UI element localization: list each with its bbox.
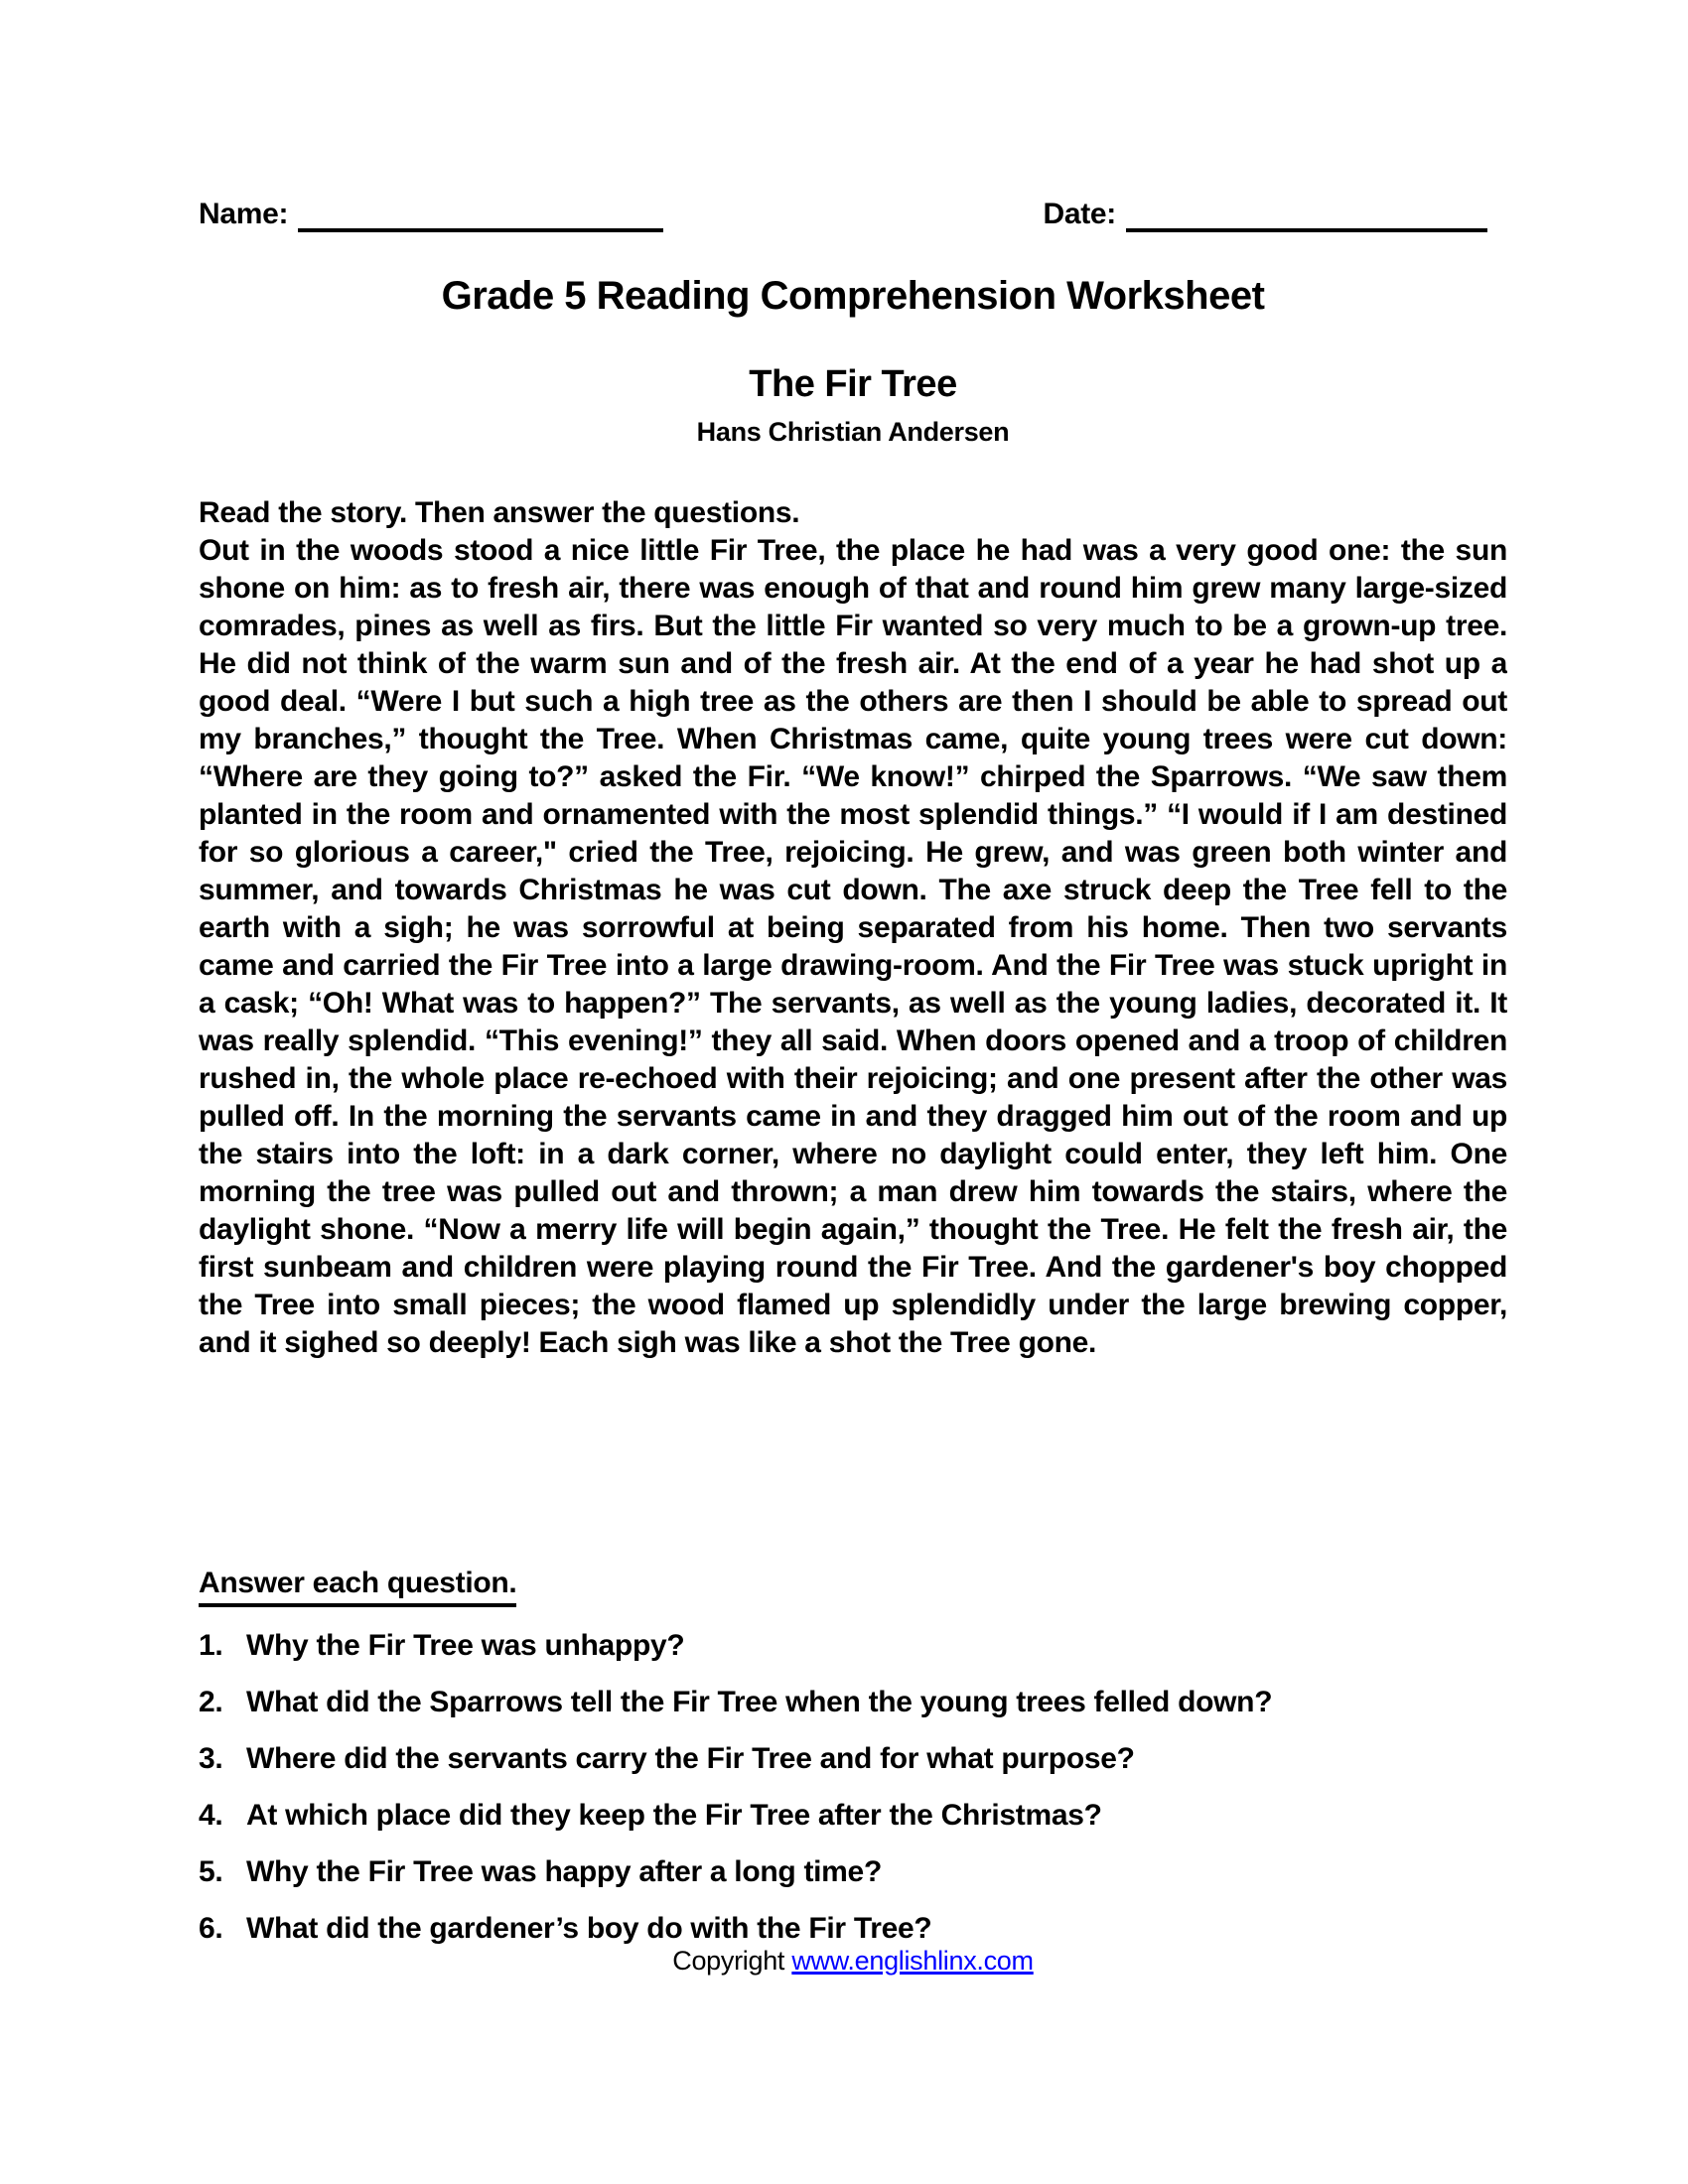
story-title: The Fir Tree [749, 363, 957, 405]
question-number: 3. [199, 1742, 223, 1775]
answer-heading: Answer each question. [199, 1567, 516, 1607]
question-text: Why the Fir Tree was unhappy? [246, 1629, 685, 1662]
date-label: Date: [1043, 198, 1116, 230]
question-text: At which place did they keep the Fir Tree after the Christmas? [246, 1799, 1102, 1832]
story-author: Hans Christian Andersen [696, 417, 1010, 447]
instruction-line: Read the story. Then answer the questions. [199, 496, 800, 529]
question-number: 4. [199, 1799, 223, 1832]
name-field-group [199, 197, 663, 232]
footer [199, 1946, 1507, 1977]
question-row [199, 1627, 1507, 1665]
date-blank-line [1126, 197, 1487, 232]
date-field-group [1043, 197, 1487, 232]
question-text: Why the Fir Tree was happy after a long time? [246, 1855, 882, 1888]
copyright-link[interactable]: www.englishlinx.com [791, 1946, 1034, 1976]
worksheet-title: Grade 5 Reading Comprehension Worksheet [441, 274, 1265, 318]
question-row [199, 1740, 1507, 1778]
copyright-label: Copyright [672, 1946, 785, 1976]
question-number: 2. [199, 1686, 223, 1718]
name-blank-line [298, 197, 663, 232]
question-row [199, 1910, 1507, 1948]
question-row [199, 1853, 1507, 1891]
header-row [199, 197, 1507, 232]
question-text: What did the Sparrows tell the Fir Tree when the young trees felled down? [246, 1686, 1273, 1718]
question-number: 1. [199, 1629, 223, 1662]
question-row [199, 1797, 1507, 1835]
question-number: 5. [199, 1855, 223, 1888]
question-list [199, 1627, 1507, 1948]
story-body [199, 494, 1507, 1525]
question-text: What did the gardener’s boy do with the Fir Tree? [246, 1912, 932, 1945]
question-number: 6. [199, 1912, 223, 1945]
answer-section [199, 1567, 1507, 1967]
question-row [199, 1684, 1507, 1721]
name-label: Name: [199, 198, 289, 230]
question-text: Where did the servants carry the Fir Tree and for what purpose? [246, 1742, 1135, 1775]
story-paragraph: Out in the woods stood a nice little Fir Tree, the place he had was a very good one: the sun shone on him: as to fresh air, there was enough of that and round him grew many large-sized comrades, pines as well as firs. But the little Fir wanted so very much to be a grown-up tree. He did not think of the warm sun and of the fresh air. At the end of a year he had shot up a good deal. “Were I but such a high tree as the others are then I should be able to spread out my branches,” thought the Tree. When Christmas came, quite young trees were cut down: “Where are they going to?” asked the Fir. “We know!” chirped the Sparrows. “We saw them planted in the room and ornamented with the most splendid things.” “I would if I am destined for so glorious a career," cried the Tree, rejoicing. He grew, and was green both winter and summer, and towards Christmas he was cut down. The axe struck deep the Tree fell to the earth with a sigh; he was sorrowful at being separated from his home. Then two servants came and carried the Fir Tree into a large drawing-room. And the Fir Tree was stuck upright in a cask; “Oh! What was to happen?” The servants, as well as the young ladies, decorated it. It was really splendid. “This evening!” they all said. When doors opened and a troop of children rushed in, the whole place re-echoed with their rejoicing; and one present after the other was pulled off. In the morning the servants came in and they dragged him out of the room and up the stairs into the loft: in a dark corner, where no daylight could enter, they left him. One morning the tree was pulled out and thrown; a man drew him towards the stairs, where the daylight shone. “Now a merry life will begin again,” thought the Tree. He felt the fresh air, the first sunbeam and children were playing round the Fir Tree. And the gardener's boy chopped the Tree into small pieces; the wood flamed up splendidly under the large brewing copper, and it sighed so deeply! Each sigh was like a shot the Tree gone. [199, 534, 1507, 1359]
